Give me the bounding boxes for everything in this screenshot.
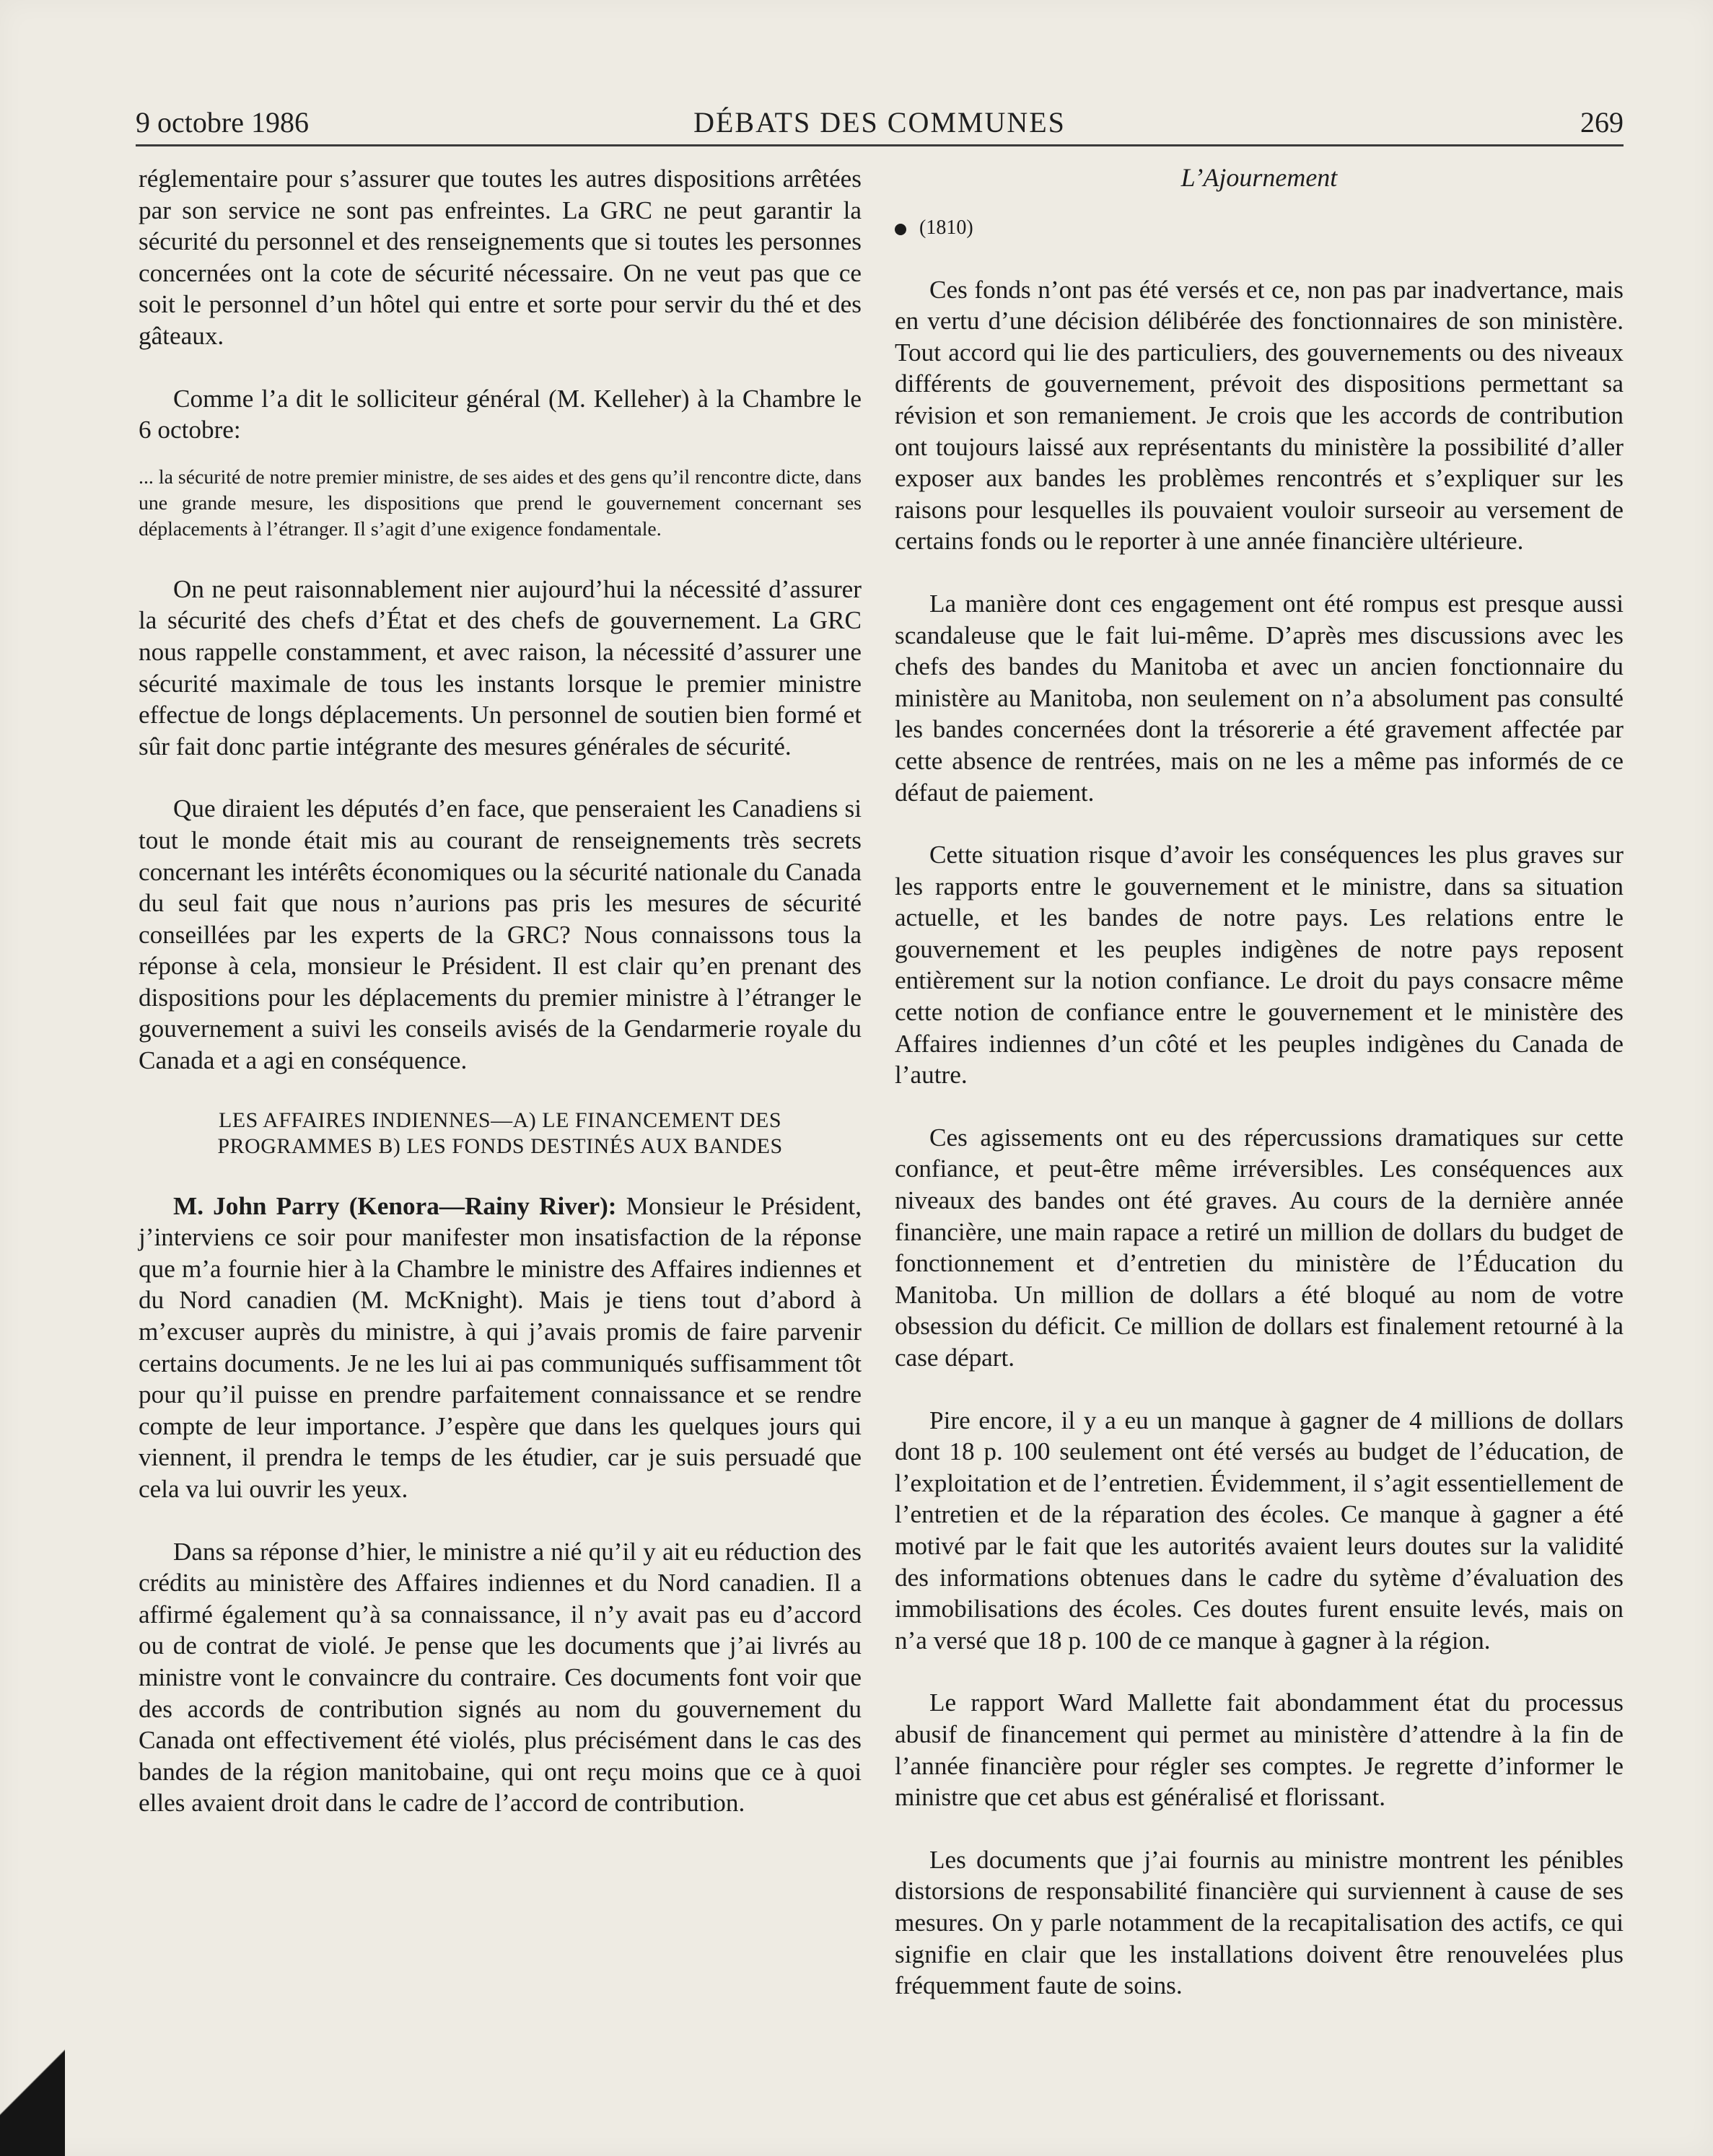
paragraph: Ces fonds n’ont pas été versés et ce, non pas par inadvertance, mais en vertu d’une décision délibérée des fonctionnaires de son ministère. Tout accord qui lie des particuliers, des gouvernements ou des niveaux différents de gouvernement, prévoit des dispositions permettant sa révision et son remaniement. Je crois que les accords de contribution ont toujours laissé aux représentants du ministère la possibilité d’aller exposer aux bandes les problèmes rencontrés et s’expliquer sur les raisons pour lesquelles ils pouvaient vouloir surseoir au versement de certains fonds ou le reporter à une année financière ultérieure. bbox=[895, 275, 1624, 556]
speech-text: Monsieur le Président, j’interviens ce soir pour manifester mon insatisfaction de la réponse que m’a fournie hier à la Chambre le ministre des Affaires indiennes et du Nord canadien (M. McKnight). Mais je tiens tout d’abord à m’excuser auprès du ministre, à qui j’avais promis de faire parvenir certains documents. Je ne les lui ai pas communiqués suffisamment tôt pour qu’il puisse en prendre parfaitement connaissance et se rendre compte de leur importance. J’espère que dans les quelques jours qui viennent, il prendra le temps de les étudier, car je suis persuadé que cela va lui ouvrir les yeux. bbox=[139, 1191, 862, 1503]
left-column bbox=[139, 163, 862, 1819]
page-number: 269 bbox=[1580, 106, 1624, 139]
paragraph: Le rapport Ward Mallette fait abondamment état du processus abusif de financement qui permet au ministère d’attendre à la fin de l’année financière pour régler ses comptes. Je regrette d’informer le ministre que cet abus est généralisé et florissant. bbox=[895, 1688, 1624, 1812]
paragraph: Cette situation risque d’avoir les conséquences les plus graves sur les rapports entre le gouvernement et le ministre, dans sa situation actuelle, et les bandes de notre pays. Les relations entre le gouvernement et les peuples indigènes de notre pays reposent entièrement sur la notion confiance. Le droit du pays consacre même cette notion de confiance entre le gouvernement et le ministère des Affaires indiennes d’un côté et les peuples indigènes du Canada de l’autre. bbox=[895, 841, 1624, 1090]
speaker-name: M. John Parry (Kenora—Rainy River): bbox=[173, 1191, 617, 1220]
paragraph: Dans sa réponse d’hier, le ministre a nié qu’il y ait eu réduction des crédits au ministère des Affaires indiennes et du Nord canadien. Il a affirmé également qu’à sa connaissance, il n’y avait pas eu d’accord ou de contrat de violé. Je pense que les documents que j’ai livrés au ministre vont le convaincre du contraire. Ces documents font voir que des accords de contribution signés au nom du gouvernement du Canada ont effectivement été violés, plus précisément dans le cas des bandes de la région manitobaine, qui ont reçu moins que ce à quoi elles avaient droit dans le cadre de l’accord de contribution. bbox=[139, 1537, 862, 1818]
block-quote: ... la sécurité de notre premier ministre, de ses aides et des gens qu’il rencontre dicte, dans une grande mesure, les dispositions que prend le gouvernement concernant ses déplacements à l’étranger. Il s’agit d’une exigence fondamentale. bbox=[139, 465, 862, 540]
paragraph: réglementaire pour s’assurer que toutes les autres dispositions arrêtées par son service ne sont pas enfreintes. La GRC ne peut garantir la sécurité du personnel et des renseignements que si toutes les personnes concernées ont la cote de sécurité nécessaire. On ne veut pas que ce soit le personnel d’un hôtel qui entre et sorte pour servir du thé et des gâteaux. bbox=[139, 165, 862, 350]
paragraph: On ne peut raisonnablement nier aujourd’hui la nécessité d’assurer la sécurité des chefs d’État et des chefs de gouvernement. La GRC nous rappelle constamment, et avec raison, la nécessité d’assurer une sécurité maximale de tous les instants lorsque le premier ministre effectue de longs déplacements. Un personnel de soutien bien formé et sûr fait donc partie intégrante des mesures générales de sécurité. bbox=[139, 574, 862, 761]
binding-shadow bbox=[0, 2026, 65, 2156]
time-marker bbox=[895, 212, 1624, 244]
paragraph: Les documents que j’ai fournis au ministre montrent les pénibles distorsions de responsabilité financière qui surviennent à cause de ses mesures. On y parle notamment de la recapitalisation des actifs, ce qui signifie en clair que les installations doivent être renouvelées plus fréquemment faute de soins. bbox=[895, 1845, 1624, 2000]
paragraph: Que diraient les députés d’en face, que penseraient les Canadiens si tout le monde était mis au courant de renseignements très secrets concernant les intérêts économiques ou la sécurité nationale du Canada du seul fait que nous n’aurions pas pris les mesures de sécurité conseillées par les experts de la GRC? Nous connaissons tous la réponse à cela, monsieur le Président. Il est clair qu’en prenant des dispositions pour les déplacements du premier ministre à l’étranger le gouvernement a suivi les conseils avisés de la Gendarmerie royale du Canada et a agi en conséquence. bbox=[139, 794, 862, 1075]
header-title: DÉBATS DES COMMUNES bbox=[693, 106, 1066, 139]
time-stamp: (1810) bbox=[919, 216, 973, 239]
paragraph: Ces agissements ont eu des répercussions dramatiques sur cette confiance, et peut-être même irréversibles. Les conséquences aux niveaux des bandes ont été graves. Au cours de la dernière année financière, une main rapace a retiré un million de dollars du budget de fonctionnement et d’entretien du ministère de l’Éducation du Manitoba. Un million de dollars a été bloqué au nom de votre obsession du déficit. Ce million de dollars est finalement retourné à la case départ. bbox=[895, 1123, 1624, 1372]
paragraph: Comme l’a dit le solliciteur général (M. Kelleher) à la Chambre le 6 octobre: bbox=[139, 384, 862, 444]
bullet-icon bbox=[895, 224, 906, 235]
section-heading: LES AFFAIRES INDIENNES—A) LE FINANCEMENT DES PROGRAMMES B) LES FONDS DESTINÉS AUX BANDES bbox=[217, 1108, 783, 1158]
speaker-paragraph bbox=[139, 1191, 862, 1505]
right-column bbox=[895, 163, 1624, 2002]
paragraph: La manière dont ces engagement ont été rompus est presque aussi scandaleuse que le fait lui-même. D’après mes discussions avec les chefs des bandes du Manitoba et avec un ancien fonctionnaire du ministère au Manitoba, non seulement on n’a absolument pas consulté les bandes concernées dont la trésorerie a été gravement affectée par cette absence de rentrées, mais on ne les a même pas informés de ce défaut de paiement. bbox=[895, 589, 1624, 807]
header-date: 9 octobre 1986 bbox=[136, 106, 309, 139]
page-header bbox=[136, 105, 1624, 146]
running-head: L’Ajournement bbox=[1180, 163, 1338, 192]
paragraph: Pire encore, il y a eu un manque à gagner de 4 millions de dollars dont 18 p. 100 seulement ont été versés au budget de l’éducation, de l’exploitation et de l’entretien. Évidemment, il s’agit essentiellement de l’entretien et de la réparation des écoles. Ce manque à gagner a été motivé par le fait que les autorités avaient leurs doutes sur la validité des informations obtenues dans le cadre du sytème d’évaluation des immobilisations des écoles. Ces doutes furent ensuite levés, mais on n’a versé que 18 p. 100 de ce manque à gagner à la région. bbox=[895, 1406, 1624, 1655]
